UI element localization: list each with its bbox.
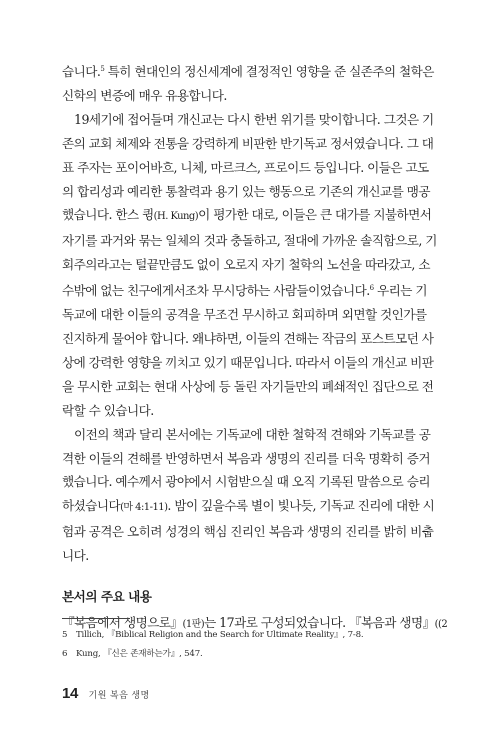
footnote-marker: 6: [369, 284, 374, 293]
text-run: 진지하게 물어야 합니다. 왜냐하면, 이들의 견해는 작금의 포스트모던 사: [62, 330, 434, 346]
footnote-divider: [62, 618, 130, 619]
inline-citation: (1판): [182, 619, 205, 631]
text-run: 니다.: [62, 548, 89, 564]
page-footer: [62, 685, 150, 703]
text-run: 상에 강력한 영향을 끼치고 있기 때문입니다. 따라서 이들의 개신교 비판: [62, 354, 434, 370]
text-line: [62, 399, 440, 423]
text-line: [62, 84, 440, 108]
text-run: 락할 수 있습니다.: [62, 402, 154, 418]
section-heading: 본서의 주요 내용: [62, 589, 152, 605]
text-run: 19세기에 접어들며 개신교는 다시 한번 위기를 맞이합니다. 그것은 기: [74, 111, 434, 127]
paragraph: [62, 108, 440, 423]
text-run: 회주의라고는 털끝만큼도 없이 오로지 자기 철학의 노선을 따라갔고, 소: [62, 257, 430, 273]
text-line: [62, 351, 440, 375]
text-run: 수밖에 없는 친구에게서조차 무시당하는 사람들이었습니다.: [62, 283, 370, 299]
footnote-number: 6: [62, 649, 68, 659]
text-run: 우리는 기: [373, 283, 427, 299]
text-run: 격한 이들의 견해를 반영하면서 복음과 생명의 진리를 더욱 명확히 증거: [62, 450, 430, 466]
text-run: 습니다.: [62, 64, 101, 79]
text-run: 이 평가한 대로, 이들은 큰 대가를 지불하면서: [198, 207, 432, 223]
text-line: [62, 132, 440, 156]
text-run: 독교에 대한 이들의 공격을 무조건 무시하고 회피하며 외면할 것인가를: [62, 307, 427, 323]
footnote-5: [62, 626, 363, 645]
body-text: [62, 58, 448, 637]
text-line: [62, 303, 440, 327]
text-line: [62, 277, 440, 303]
running-head: 기원 복음 생명: [88, 690, 150, 700]
text-run: 이전의 책과 달리 본서에는 기독교에 대한 철학적 견해와 기독교를 공: [74, 426, 431, 442]
text-line: [62, 520, 440, 544]
inline-citation: (마 4:1-11): [120, 502, 168, 514]
text-line: [62, 156, 440, 180]
footnote-6: [62, 645, 363, 664]
text-line: [62, 108, 440, 132]
text-line: [62, 253, 440, 277]
text-line: [62, 470, 440, 494]
text-line: [62, 203, 440, 229]
footnote-text: Tillich, 『Biblical Religion and the Search for Ultimate Reality』, 7-8.: [76, 630, 364, 640]
text-run: 을 무시한 교회는 현대 사상에 등 돌린 자기들만의 폐쇄적인 집단으로 전: [62, 378, 434, 394]
text-line: [62, 494, 440, 520]
text-line: [62, 327, 440, 351]
footnote-marker: 5: [100, 65, 105, 73]
paragraph: [62, 423, 440, 568]
paragraphs: [62, 58, 440, 568]
text-line: [62, 423, 440, 447]
text-line: [62, 375, 440, 399]
footnote-number: 5: [62, 630, 68, 640]
text-run: 『복음에서 생명으로』: [62, 615, 183, 631]
footnotes: [62, 626, 363, 664]
inline-citation: (H. Kung): [153, 211, 199, 223]
text-run: 자기를 과거와 묶는 일체의 것과 충돌하고, 절대에 가까운 솔직함으로, 기: [62, 233, 437, 249]
text-run: 험과 공격은 오히려 성경의 핵심 진리인 복음과 생명의 진리를 밝히 비춥: [62, 524, 434, 540]
text-run: 했습니다. 예수께서 광야에서 시험받으실 때 오직 기록된 말씀으로 승리: [62, 474, 430, 490]
text-run: 표 주자는 포이어바흐, 니체, 마르크스, 프로이드 등입니다. 이들은 고도: [62, 159, 429, 175]
text-run: 하셨습니다: [62, 498, 121, 514]
text-run: . 밤이 깊을수록 별이 빛나듯, 기독교 진리에 대한 시: [167, 498, 435, 514]
text-line: [62, 180, 440, 204]
text-line: [62, 544, 440, 568]
text-run: 는 17과로 구성되었습니다. 『복음과 생명』: [204, 615, 435, 631]
page-number: 14: [62, 685, 79, 702]
inline-citation: ((2: [434, 619, 448, 631]
paragraph: [62, 58, 440, 108]
text-run: 신학의 변증에 매우 유용합니다.: [62, 87, 227, 103]
text-line: [62, 58, 440, 84]
text-line: [62, 229, 440, 253]
text-run: 존의 교회 체제와 전통을 강력하게 비판한 반기독교 정서였습니다. 그 대: [62, 135, 434, 151]
text-run: 의 합리성과 예리한 통찰력과 용기 있는 행동으로 기존의 개신교를 맹공: [62, 183, 430, 199]
text-line: [62, 447, 440, 471]
footnote-text: Kung, 『신은 존재하는가』, 547.: [76, 649, 203, 659]
text-run: 했습니다. 한스 큉: [62, 207, 154, 223]
text-run: 특히 현대인의 정신세계에 결정적인 영향을 준 실존주의 철학은: [104, 64, 434, 79]
